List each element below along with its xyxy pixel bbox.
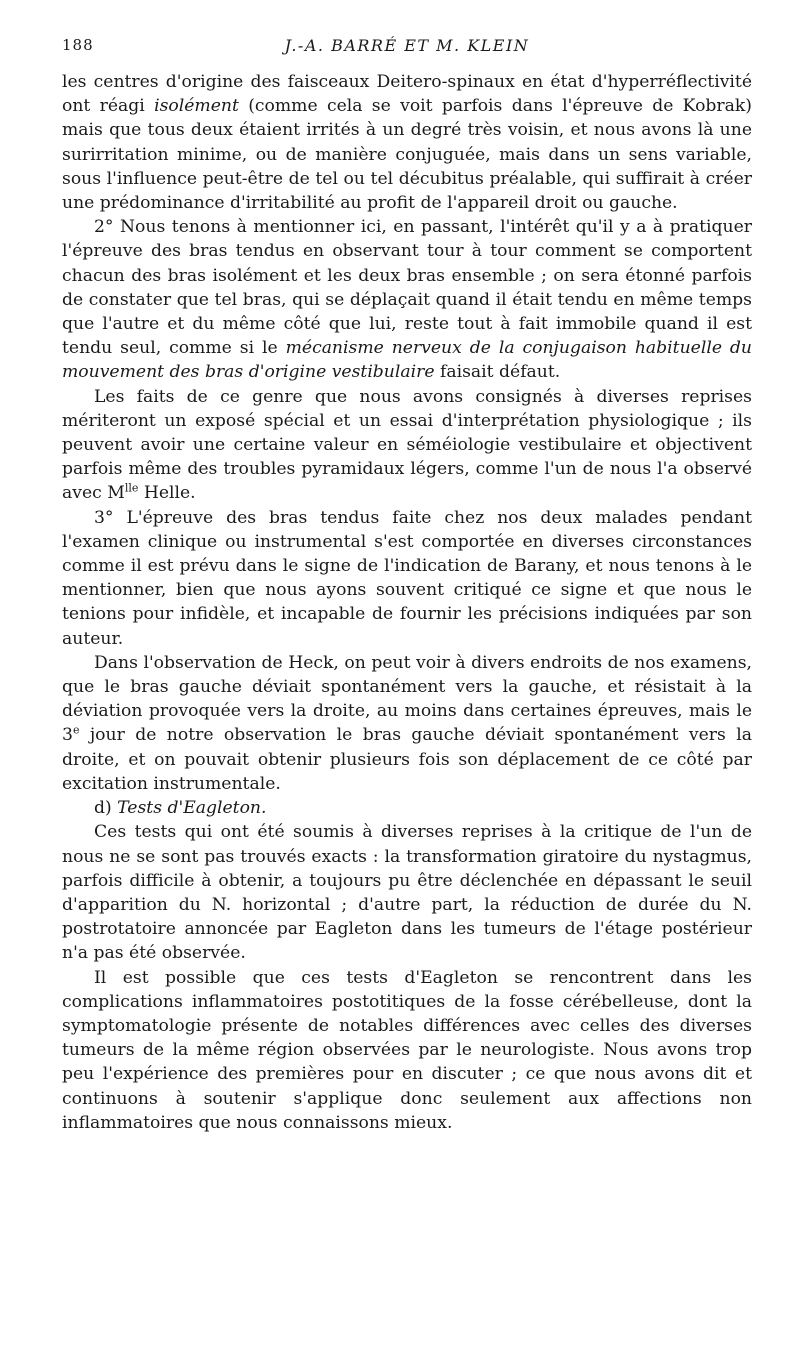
section-heading: d) Tests d'Eagleton. [94,798,267,819]
paragraph-2: 2° Nous tenons à mentionner ici, en passant, l'intérêt qu'il y a à pratiquer l'épreuve des bras tendus en observant tour à tour comment se comportent chacun des bras isolément et les deux bras ensemble ; on sera étonné parfois de constater que tel bras, qui se déplaçait quand il était tendu en même temps que l'autre et du même côté que lui, reste tout à fait immobile quand il est tendu seul, comme si le mécanisme nerveux de la conjugaison habituelle du mouvement des bras d'origine vestibulaire faisait défaut. [62,217,752,383]
body-text [62,70,752,1135]
document-page [62,30,752,1135]
page-number: 188 [62,36,94,54]
paragraph-7: Ces tests qui ont été soumis à diverses reprises à la critique de l'un de nous ne se sont pas trouvés exacts : la transformation giratoire du nystagmus, parfois difficile à obtenir, a toujours pu être déclenchée en dépassant le seuil d'apparition du N. horizontal ; d'autre part, la réduction de durée du N. postrotatoire annoncée par Eagleton dans les tumeurs de l'étage postérieur n'a pas été observée. [62,822,752,964]
emphasis: mécanisme nerveux de la conjugaison habituelle du mouvement des bras d'origine vestibulaire [62,338,752,383]
running-head: J.-A. BARRÉ ET M. KLEIN [284,36,530,55]
emphasis: isolément [154,96,239,117]
paragraph-4: 3° L'épreuve des bras tendus faite chez nos deux malades pendant l'examen clinique ou instrumental s'est comportée en diverses circonstances comme il est prévu dans le signe de l'indication de Barany, et nous tenons à le mentionner, bien que nous ayons souvent critiqué ce signe et que nous le tenions pour infidèle, et incapable de fournir les précisions indiquées par son auteur. [62,507,752,649]
paragraph-8: Il est possible que ces tests d'Eagleton se rencontrent dans les complications inflammatoires postotitiques de la fosse cérébelleuse, dont la symptomatologie présente de notables différences avec celles des diverses tumeurs de la même région observées par le neurologiste. Nous avons trop peu l'expérience des premières pour en discuter ; ce que nous avons dit et continuons à soutenir s'applique donc seulement aux affections non inflammatoires que nous connaissons mieux. [62,967,752,1133]
paragraph-5: Dans l'observation de Heck, on peut voir à divers endroits de nos examens, que le bras gauche déviait spontanément vers la gauche, et résistait à la déviation provoquée vers la droite, au moins dans certaines épreuves, mais le 3e jour de notre observation le bras gauche déviait spontanément vers la droite, et on pouvait obtenir plusieurs fois son déplacement de ce côté par excitation instrumentale. [62,652,752,794]
page-header [62,30,752,60]
paragraph-1: les centres d'origine des faisceaux Deitero-spinaux en état d'hyperréflectivité ont réagi isolément (comme cela se voit parfois dans l'épreuve de Kobrak) mais que tous deux étaient irrités à un degré très voisin, et nous avons là une surirritation minime, ou de manière conjuguée, mais dans un sens variable, sous l'influence peut-être de tel ou tel décubitus préalable, qui suffirait à créer une prédominance d'irritabilité au profit de l'appareil droit ou gauche. [62,72,752,214]
section-title: Tests d'Eagleton. [117,798,267,819]
paragraph-3: Les faits de ce genre que nous avons consignés à diverses reprises mériteront un exposé spécial et un essai d'interprétation physiologique ; ils peuvent avoir une certaine valeur en séméiologie vestibulaire et objectivent parfois même des troubles pyramidaux légers, comme l'un de nous l'a observé avec $M^{lle}$ Helle. [62,386,752,504]
